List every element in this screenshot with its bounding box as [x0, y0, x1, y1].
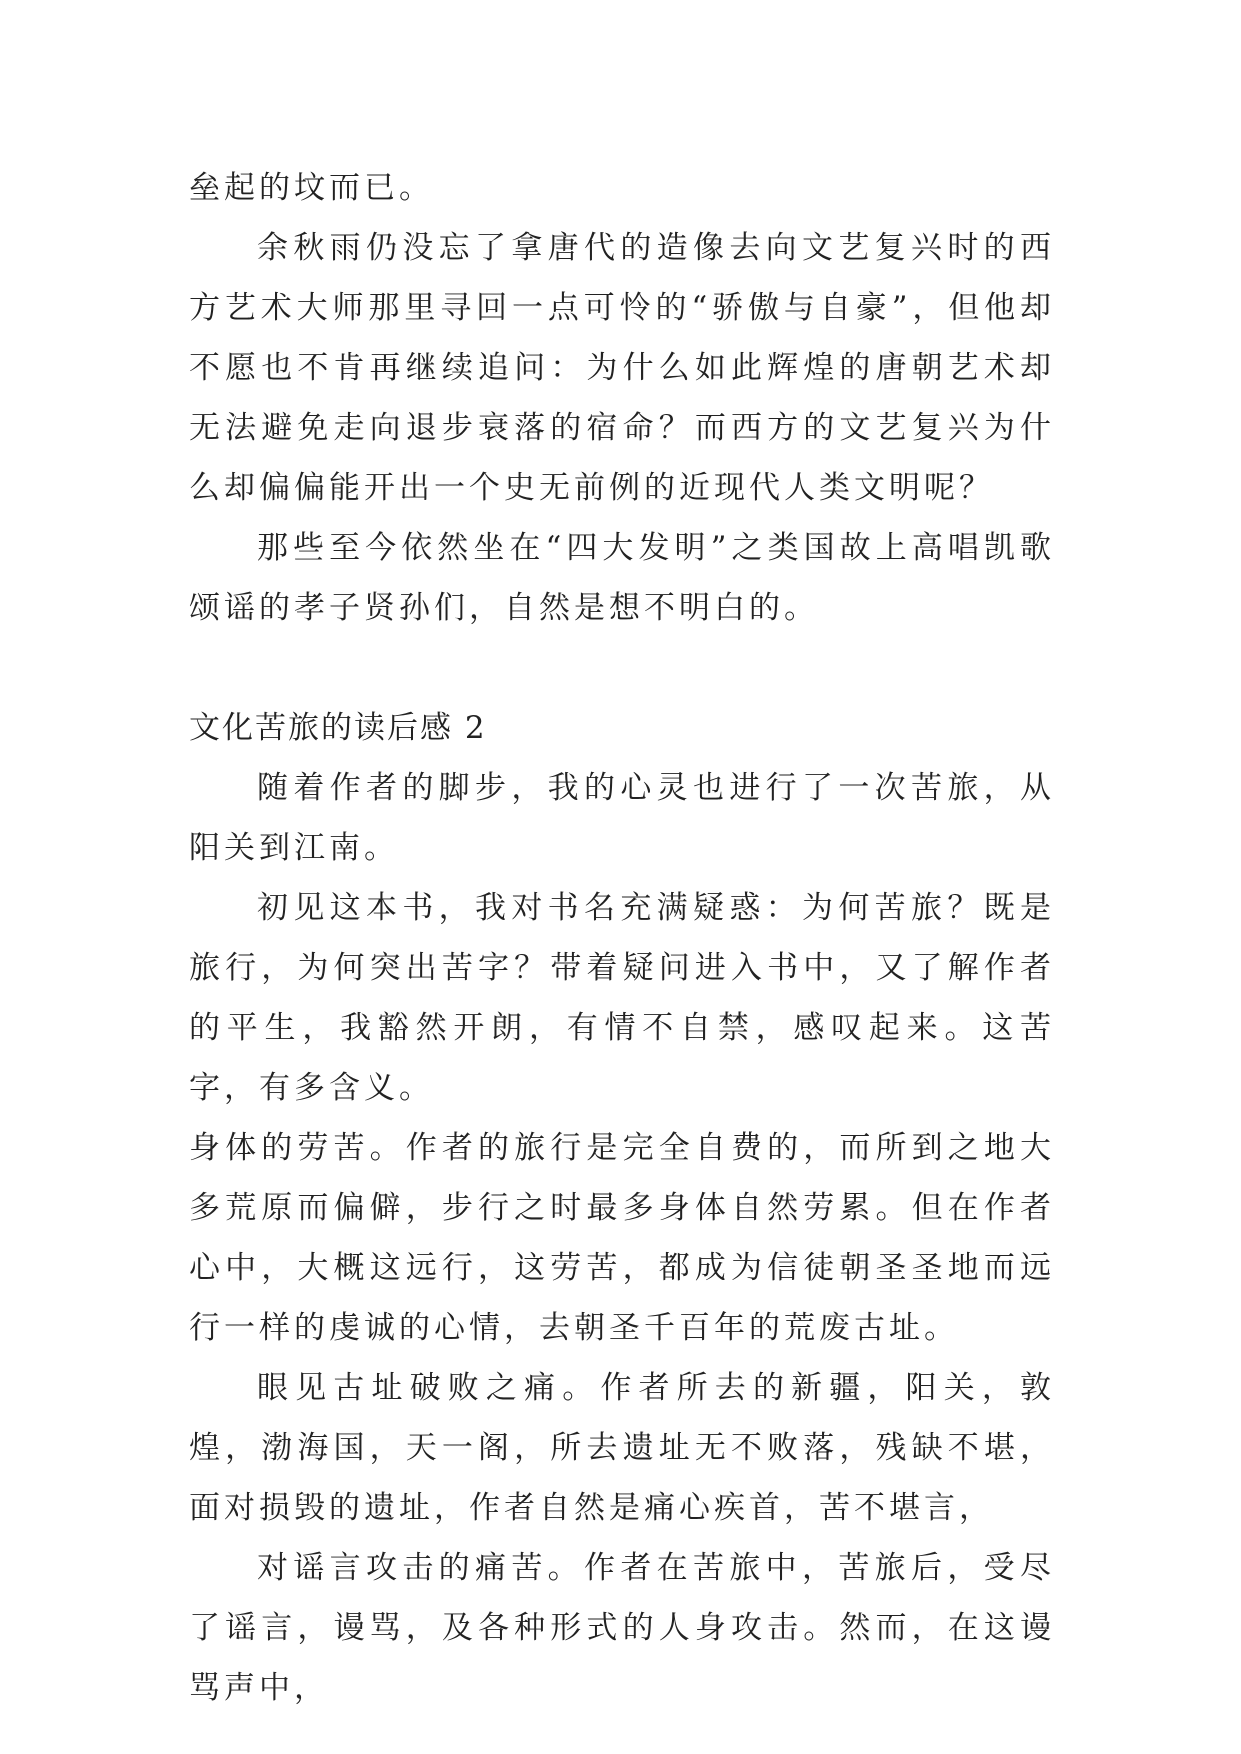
section-spacer — [189, 638, 1055, 698]
paragraph: 眼见古址破败之痛。作者所去的新疆，阳关，敦煌，渤海国，天一阁，所去遗址无不败落，残缺不堪，面对损毁的遗址，作者自然是痛心疾首，苦不堪言， — [189, 1370, 1055, 1526]
paragraph: 余秋雨仍没忘了拿唐代的造像去向文艺复兴时的西方艺术大师那里寻回一点可怜的“骄傲与自豪”，但他却不愿也不肯再继续追问：为什么如此辉煌的唐朝艺术却无法避免走向退步衰落的宿命？而西方的文艺复兴为什么却偏偏能开出一个史无前例的近现代人类文明呢？ — [189, 230, 1055, 506]
paragraph: 那些至今依然坐在“四大发明”之类国故上高唱凯歌颂谣的孝子贤孙们，自然是想不明白的。 — [189, 530, 1055, 626]
section-title: 文化苦旅的读后感 2 — [189, 710, 487, 746]
paragraph: 随着作者的脚步，我的心灵也进行了一次苦旅，从阳关到江南。 — [189, 770, 1055, 866]
document-page — [189, 158, 1055, 1718]
paragraph: 初见这本书，我对书名充满疑惑：为何苦旅？既是旅行，为何突出苦字？带着疑问进入书中，又了解作者的平生，我豁然开朗，有情不自禁，感叹起来。这苦字，有多含义。 — [189, 890, 1055, 1106]
paragraph-fragment: 垒起的坟而已。 — [189, 170, 434, 206]
paragraph: 身体的劳苦。作者的旅行是完全自费的，而所到之地大多荒原而偏僻，步行之时最多身体自然劳累。但在作者心中，大概这远行，这劳苦，都成为信徒朝圣圣地而远行一样的虔诚的心情，去朝圣千百年的荒废古址。 — [189, 1130, 1055, 1346]
paragraph: 对谣言攻击的痛苦。作者在苦旅中，苦旅后，受尽了谣言，谩骂，及各种形式的人身攻击。然而，在这谩骂声中， — [189, 1550, 1055, 1706]
